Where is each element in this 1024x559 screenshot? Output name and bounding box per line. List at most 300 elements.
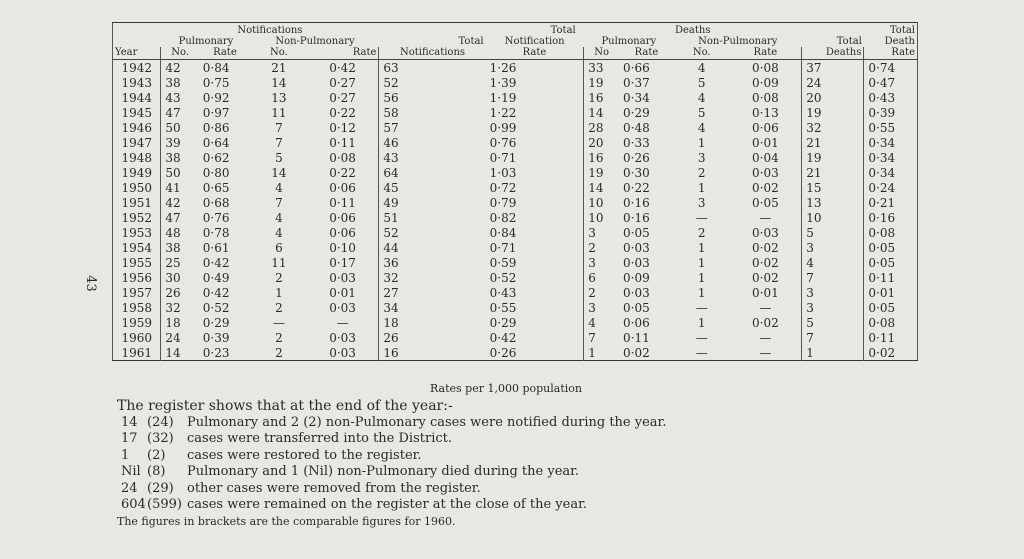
col-np-rate: Rate: [307, 47, 379, 60]
table-cell: 0·03: [623, 285, 650, 300]
table-row: [113, 165, 918, 180]
table-cell: 1·26: [489, 60, 517, 75]
table-cell: 1·19: [489, 90, 517, 105]
table-cell: 26: [161, 285, 199, 300]
table-row: [113, 225, 918, 240]
note-item: [121, 431, 666, 448]
note-count: Nil: [121, 464, 141, 479]
table-cell: 0·03: [623, 255, 650, 270]
table-cell: 2: [275, 300, 283, 315]
table-cell: 24: [802, 75, 864, 90]
table-cell: 57: [379, 120, 486, 135]
table-row: [113, 270, 918, 285]
table-cell: 0·66: [623, 60, 650, 75]
table-cell: 7: [275, 195, 283, 210]
table-cell: 0·11: [329, 135, 356, 150]
table-cell: 0·30: [623, 165, 650, 180]
note-previous-count: (29): [147, 480, 174, 496]
table-cell: 0·42: [489, 330, 517, 345]
table-cell: 0·78: [202, 225, 230, 240]
table-cell: 0·39: [202, 330, 230, 345]
table-cell: 1961: [121, 345, 152, 360]
table-cell: 0·99: [489, 120, 517, 135]
table-cell: 0·06: [329, 180, 356, 195]
table-cell: 1944: [121, 90, 152, 105]
table-cell: 64: [379, 165, 486, 180]
table-cell: 0·43: [489, 285, 517, 300]
table-row: [113, 195, 918, 210]
sub-pulmonary-deaths: Pulmonary: [601, 36, 657, 47]
notification-rate-label-1: Notification: [504, 36, 565, 47]
note-item: [121, 464, 666, 481]
table-cell: 46: [379, 135, 486, 150]
table-cell: 41: [161, 180, 199, 195]
table-cell: 1942: [121, 60, 152, 75]
table-cell: 18: [161, 315, 199, 330]
register-notes: [117, 398, 666, 530]
table-cell: 1: [584, 345, 619, 361]
table-cell: 0·49: [202, 270, 230, 285]
col-deaths-pul-no: No: [584, 47, 619, 60]
table-cell: 1947: [121, 135, 152, 150]
table-cell: 7: [584, 330, 619, 345]
table-cell: 0·47: [864, 75, 918, 90]
table-cell: —: [695, 210, 708, 225]
col-total-death-rate: Rate: [864, 47, 918, 60]
table-row: [113, 180, 918, 195]
table-cell: 14: [161, 345, 199, 361]
table-cell: 32: [161, 300, 199, 315]
table-cell: 0·71: [489, 150, 517, 165]
table-cell: 15: [802, 180, 864, 195]
table-cell: 0·75: [202, 75, 230, 90]
table-cell: 0·16: [623, 210, 650, 225]
header-spacer: [113, 36, 161, 47]
table-cell: 0·82: [489, 210, 517, 225]
table-cell: 0·03: [329, 300, 356, 315]
table-cell: 0·05: [864, 255, 918, 270]
table-cell: 0·03: [329, 345, 356, 360]
table-cell: 33: [584, 60, 619, 76]
table-cell: 19: [802, 150, 864, 165]
table-cell: 11: [271, 105, 287, 120]
table-cell: 4: [275, 210, 283, 225]
table-cell: 0·79: [489, 195, 517, 210]
table-cell: —: [695, 345, 708, 360]
total-label-3: Total: [458, 36, 484, 47]
total-label: Total: [550, 25, 576, 36]
table-cell: 0·52: [489, 270, 517, 285]
table-cell: 0·06: [752, 120, 779, 135]
table-cell: 0·03: [752, 165, 779, 180]
table-cell: 0·97: [202, 105, 230, 120]
table-cell: 0·29: [489, 315, 517, 330]
table-row: [113, 255, 918, 270]
table-cell: 0·08: [752, 60, 779, 75]
table-cell: 0·08: [864, 315, 918, 330]
table-cell: 50: [161, 120, 199, 135]
table-cell: 0·02: [752, 270, 779, 285]
note-item: [121, 415, 666, 432]
table-cell: 0·11: [864, 330, 918, 345]
table-cell: 5: [697, 75, 706, 90]
table-cell: 37: [802, 60, 864, 76]
table-cell: 13: [802, 195, 864, 210]
table-cell: 0·21: [864, 195, 918, 210]
table-cell: 5: [802, 315, 864, 330]
col-deaths-pul-rate: Rate: [619, 47, 674, 60]
table-cell: 0·09: [752, 75, 779, 90]
table-cell: 7: [802, 330, 864, 345]
table-cell: 0·02: [752, 315, 779, 330]
table-cell: 39: [161, 135, 199, 150]
table-cell: 1: [697, 240, 706, 255]
note-previous-count: (2): [147, 447, 166, 463]
table-cell: —: [695, 330, 708, 345]
table-cell: 24: [161, 330, 199, 345]
table-cell: 0·64: [202, 135, 230, 150]
sub-non-pulmonary-deaths: Non-Pulmonary: [698, 36, 778, 47]
table-cell: 0·23: [202, 345, 230, 360]
note-count: 604: [121, 497, 146, 512]
table-row: [113, 60, 918, 76]
table-cell: 0·02: [752, 180, 779, 195]
table-cell: 0·03: [623, 240, 650, 255]
table-cell: —: [759, 210, 772, 225]
table-cell: 36: [379, 255, 486, 270]
table-cell: 0·52: [202, 300, 230, 315]
table-cell: 1·39: [489, 75, 517, 90]
table-cell: 0·92: [202, 90, 230, 105]
table-cell: 0·26: [623, 150, 650, 165]
col-total-deaths: Deaths: [802, 47, 864, 60]
table-cell: 0·29: [202, 315, 230, 330]
table-cell: 43: [161, 90, 199, 105]
table-cell: 0·34: [864, 165, 918, 180]
table-row: [113, 345, 918, 361]
table-row: [113, 90, 918, 105]
table-cell: 16: [584, 90, 619, 105]
table-cell: 10: [802, 210, 864, 225]
table-cell: 0·33: [623, 135, 650, 150]
table-cell: 0·01: [864, 285, 918, 300]
table-cell: 58: [379, 105, 486, 120]
table-cell: 4: [802, 255, 864, 270]
table-cell: 0·11: [329, 195, 356, 210]
page-number: 43: [82, 275, 98, 292]
table-cell: 0·34: [864, 135, 918, 150]
table-cell: 28: [584, 120, 619, 135]
table-cell: 11: [271, 255, 287, 270]
table-cell: 0·80: [202, 165, 230, 180]
table-cell: 0·05: [623, 225, 650, 240]
table-cell: 0·76: [202, 210, 230, 225]
table-cell: 7: [802, 270, 864, 285]
table-cell: 6: [584, 270, 619, 285]
sub-pulmonary: Pulmonary: [178, 36, 234, 47]
table-cell: 7: [275, 135, 283, 150]
note-count: 24: [121, 480, 138, 496]
table-cell: 14: [271, 165, 287, 180]
table-cell: 0·68: [202, 195, 230, 210]
table-cell: 0·84: [489, 225, 517, 240]
death-rate-label-1: Death: [884, 36, 915, 47]
table-cell: 0·42: [202, 285, 230, 300]
table-cell: 14: [584, 105, 619, 120]
table-cell: 0·08: [864, 225, 918, 240]
table-cell: 50: [161, 165, 199, 180]
table-cell: 1: [697, 255, 706, 270]
table-cell: 1958: [121, 300, 152, 315]
tuberculosis-table: [112, 22, 918, 361]
table-cell: 10: [584, 210, 619, 225]
table-cell: 0·08: [752, 90, 779, 105]
table-cell: 18: [379, 315, 486, 330]
table-cell: 5: [802, 225, 864, 240]
notes-intro: The register shows that at the end of the year:-: [117, 398, 453, 414]
table-cell: 2: [275, 270, 283, 285]
table-cell: 14: [584, 180, 619, 195]
table-cell: 16: [379, 345, 486, 361]
table-cell: 6: [275, 240, 283, 255]
table-cell: 2: [275, 330, 283, 345]
table-cell: 0·05: [864, 300, 918, 315]
table-cell: —: [759, 330, 772, 345]
table-cell: 0·84: [202, 60, 230, 75]
table-cell: 0·34: [623, 90, 650, 105]
table-cell: 0·01: [752, 135, 779, 150]
table-cell: 2: [584, 240, 619, 255]
table-cell: 2: [584, 285, 619, 300]
table-cell: 51: [379, 210, 486, 225]
table-cell: —: [759, 300, 772, 315]
table-cell: 0·09: [623, 270, 650, 285]
table-cell: 0·01: [329, 285, 356, 300]
table-cell: 25: [161, 255, 199, 270]
table-cell: 0·26: [489, 345, 517, 360]
note-count: 14: [121, 414, 138, 430]
note-text: Pulmonary and 1 (Nil) non-Pulmonary died during the year.: [187, 464, 580, 479]
table-cell: 10: [584, 195, 619, 210]
table-row: [113, 210, 918, 225]
table-cell: 0·24: [864, 180, 918, 195]
table-cell: 0·17: [329, 255, 356, 270]
table-cell: 0·02: [752, 240, 779, 255]
table-cell: 0·34: [864, 150, 918, 165]
table-row: [113, 105, 918, 120]
table-row: [113, 135, 918, 150]
table-cell: 0·29: [623, 105, 650, 120]
table-cell: 0·42: [202, 255, 230, 270]
table-row: [113, 300, 918, 315]
table-cell: 0·06: [329, 210, 356, 225]
table-row: [113, 315, 918, 330]
table-cell: 0·61: [202, 240, 230, 255]
header-spacer: [802, 23, 864, 37]
table-cell: 0·55: [864, 120, 918, 135]
table-row: [113, 330, 918, 345]
table-cell: 0·27: [329, 90, 356, 105]
table-cell: 14: [271, 75, 287, 90]
col-pul-no: No.: [161, 47, 199, 60]
table-cell: —: [759, 345, 772, 360]
note-item: [121, 497, 666, 514]
note-item: [121, 481, 666, 498]
group-notifications: Notifications: [237, 25, 303, 36]
table-cell: 5: [697, 105, 706, 120]
table-cell: 0·06: [329, 225, 356, 240]
table-cell: 42: [161, 60, 199, 76]
col-pul-rate: Rate: [199, 47, 251, 60]
table-cell: 4: [697, 120, 706, 135]
table-cell: 1946: [121, 120, 152, 135]
table-cell: 0·02: [623, 345, 650, 360]
table-cell: 0·76: [489, 135, 517, 150]
table-cell: 13: [271, 90, 287, 105]
table-cell: 38: [161, 240, 199, 255]
table-cell: 0·11: [623, 330, 650, 345]
table-cell: 0·37: [623, 75, 650, 90]
table-cell: 1959: [121, 315, 152, 330]
table-cell: 16: [584, 150, 619, 165]
table-cell: 0·02: [752, 255, 779, 270]
table-cell: 0·08: [329, 150, 356, 165]
table-cell: 21: [802, 135, 864, 150]
table-cell: 4: [275, 225, 283, 240]
table-row: [113, 75, 918, 90]
note-previous-count: (599): [147, 497, 182, 512]
table-row: [113, 240, 918, 255]
table-cell: 1: [275, 285, 283, 300]
table-cell: 48: [161, 225, 199, 240]
table-cell: 49: [379, 195, 486, 210]
table-cell: 2: [275, 345, 283, 360]
table-cell: —: [695, 300, 708, 315]
table-cell: 0·71: [489, 240, 517, 255]
table-cell: 0·01: [752, 285, 779, 300]
table-cell: 7: [275, 120, 283, 135]
table-cell: 52: [379, 225, 486, 240]
table-cell: 34: [379, 300, 486, 315]
table-cell: 52: [379, 75, 486, 90]
table-cell: 20: [802, 90, 864, 105]
table-cell: 19: [584, 165, 619, 180]
table-cell: 0·74: [864, 60, 918, 76]
table-cell: 0·27: [329, 75, 356, 90]
table-cell: 4: [275, 180, 283, 195]
table-cell: 0·22: [329, 165, 356, 180]
table-cell: 2: [697, 165, 706, 180]
table-cell: 0·16: [864, 210, 918, 225]
total-label-2: Total: [889, 25, 915, 36]
col-total-notification-rate: Rate: [486, 47, 584, 60]
col-deaths-np-no: No.: [674, 47, 730, 60]
table-cell: 3: [802, 300, 864, 315]
table-cell: 30: [161, 270, 199, 285]
table-cell: 0·03: [329, 330, 356, 345]
table-cell: 1: [697, 135, 706, 150]
table-cell: 1960: [121, 330, 152, 345]
table-row: [113, 285, 918, 300]
table-cell: 47: [161, 105, 199, 120]
table-cell: 0·65: [202, 180, 230, 195]
table-cell: 1943: [121, 75, 152, 90]
table-cell: 0·59: [489, 255, 517, 270]
table-cell: 1951: [121, 195, 152, 210]
table-cell: —: [272, 315, 285, 330]
note-item: [121, 448, 666, 465]
table-cell: 0·42: [329, 60, 356, 75]
table-cell: 1956: [121, 270, 152, 285]
note-text: cases were remained on the register at the close of the year.: [187, 497, 587, 512]
table-cell: 0·03: [329, 270, 356, 285]
table-cell: 0·03: [752, 225, 779, 240]
table-cell: 0·55: [489, 300, 517, 315]
table-cell: 5: [275, 150, 283, 165]
table-cell: 43: [379, 150, 486, 165]
table-row: [113, 150, 918, 165]
table-cell: 3: [697, 195, 706, 210]
table-cell: 3: [584, 255, 619, 270]
table-cell: 0·48: [623, 120, 650, 135]
col-total-notifications: Notifications: [379, 47, 486, 60]
table-cell: 0·05: [752, 195, 779, 210]
table-cell: 4: [697, 60, 706, 75]
note-count: 1: [121, 447, 130, 463]
rates-note: Rates per 1,000 population: [430, 382, 582, 395]
table-cell: 0·62: [202, 150, 230, 165]
table-cell: 0·22: [623, 180, 650, 195]
table-cell: 21: [271, 60, 287, 75]
note-previous-count: (32): [147, 431, 174, 446]
table-cell: 1: [697, 180, 706, 195]
table-cell: 0·02: [864, 345, 918, 361]
table-cell: 0·11: [864, 270, 918, 285]
table-cell: 0·22: [329, 105, 356, 120]
table-cell: 0·10: [329, 240, 356, 255]
note-text: cases were transferred into the District.: [187, 431, 452, 446]
table-cell: 4: [584, 315, 619, 330]
table-cell: 3: [697, 150, 706, 165]
table-cell: 32: [802, 120, 864, 135]
table-cell: 1954: [121, 240, 152, 255]
table-cell: 1·22: [489, 105, 517, 120]
table-row: [113, 120, 918, 135]
col-np-no: No.: [251, 47, 307, 60]
table-cell: 63: [379, 60, 486, 76]
table-cell: 32: [379, 270, 486, 285]
table-cell: 1948: [121, 150, 152, 165]
note-text: Pulmonary and 2 (2) non-Pulmonary cases were notified during the year.: [187, 414, 667, 430]
table-cell: 26: [379, 330, 486, 345]
table-cell: 45: [379, 180, 486, 195]
note-previous-count: (8): [147, 464, 166, 479]
notes-list: [117, 415, 666, 514]
note-count: 17: [121, 431, 138, 446]
table-cell: 1: [697, 315, 706, 330]
table-cell: 47: [161, 210, 199, 225]
table-cell: 1957: [121, 285, 152, 300]
table-cell: 1: [697, 285, 706, 300]
table-cell: 38: [161, 75, 199, 90]
table-cell: 4: [697, 90, 706, 105]
total-label-4: Total: [836, 36, 862, 47]
table-cell: 19: [584, 75, 619, 90]
table-cell: 1: [802, 345, 864, 361]
table-cell: 1950: [121, 180, 152, 195]
table-cell: 0·06: [623, 315, 650, 330]
table-cell: 2: [697, 225, 706, 240]
